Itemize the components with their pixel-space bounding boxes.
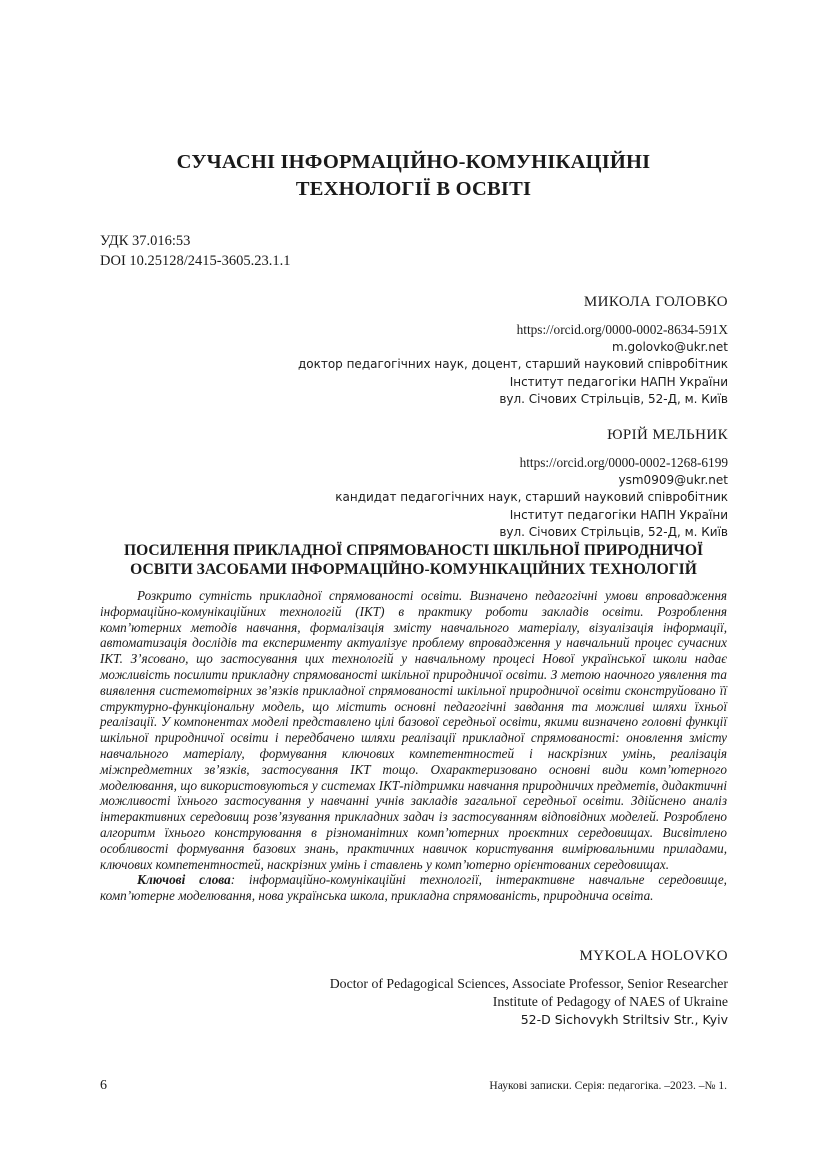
english-author-institution: Institute of Pedagogy of NAES of Ukraine [492, 994, 728, 1009]
english-author-address: 52-D Sichovykh Striltsiv Str., Kyiv [520, 1012, 728, 1027]
author-degree: кандидат педагогічних наук, старший науковий співробітник [335, 490, 728, 504]
keywords-label: Ключові слова [137, 872, 231, 888]
author-orcid: https://orcid.org/0000-0002-1268-6199 [519, 455, 728, 470]
abstract [100, 588, 727, 904]
author-institution: Інститут педагогіки НАПН України [509, 507, 728, 522]
author-name: ЮРІЙ МЕЛЬНИК [607, 427, 728, 443]
english-author-name: MYKOLA HOLOVKO [579, 948, 728, 964]
english-author-degree: Doctor of Pedagogical Sciences, Associate Professor, Senior Researcher [329, 976, 728, 991]
author-block-1 [298, 293, 728, 409]
udk-code: УДК 37.016:53 [100, 233, 191, 249]
keywords-text: : інформаційно-комунікаційні технології, інтерактивне навчальне середовище, комп’ютерне моделювання, нова українська школа, прикладна спрямованість, природнича освіта. [100, 872, 727, 904]
author-email: m.golovko@ukr.net [612, 339, 728, 354]
journal-citation: Наукові записки. Серія: педагогіка. –2023. –№ 1. [489, 1080, 727, 1092]
english-author-block [330, 947, 728, 1029]
section-title-line: ТЕХНОЛОГІЇ В ОСВІТІ [295, 178, 532, 200]
author-orcid: https://orcid.org/0000-0002-8634-591X [516, 322, 728, 337]
author-address: вул. Січових Стрільців, 52-Д, м. Київ [499, 392, 728, 406]
keywords-paragraph [100, 872, 727, 904]
abstract-text: Розкрито сутність прикладної спрямованості освіти. Визначено педагогічні умови впровадження інформаційно-комунікаційних технологій (ІКТ) в практику роботи закладів освіти. Розроблення комп’ютерних методів навчання, формалізація змісту навчального матеріалу, візуалізація інформації, автоматизація дослідів та експерименту актуалізує проблему впровадження у навчальний процес сучасних ІКТ. З’ясовано, що застосування цих технологій у навчальному процесі Нової української школи надає можливість посилити прикладну спрямованості шкільної природничої освіти. З метою наочного уявлення та виявлення системотвірних зв’язків прикладної спрямованості шкільної природничої освіти сконструйовано її структурно-функціональну модель, що містить основні педагогічні завдання та можливі шляхи їхньої реалізації. У компонентах моделі представлено цілі базової середньої освіти, якими визначено головні функції шкільної природничої освіти і передбачено шляхи реалізації прикладної спрямованості: оновлення змісту навчального матеріалу, формування ключових компетентностей і наскрізних умінь, реалізація міжпредметних зв’язків, застосування ІКТ тощо. Охарактеризовано основні види комп’ютерного моделювання, що використовуються у системах ІКТ-підтримки навчання природничих предметів, дидактичні можливості їхнього застосування у навчанні учнів закладів загальної середньої освіти. Здійснено аналіз інтерактивних середовищ розв’язування прикладних задач із застосуванням відповідних моделей. Розроблено алгоритм їхнього конструювання в різноманітних комп’ютерних проєктних середовищах. Висвітлено особливості формування базових знань, практичних навичок користування вимірювальними приладами, ключових компетентностей, наскрізних умінь і ставлень у комп’ютерно орієнтованих середовищах. [100, 588, 727, 872]
section-title [100, 149, 727, 203]
doi: DOI 10.25128/2415-3605.23.1.1 [100, 253, 291, 269]
author-institution: Інститут педагогіки НАПН України [509, 374, 728, 389]
article-title-line: ОСВІТИ ЗАСОБАМИ ІНФОРМАЦІЙНО-КОМУНІКАЦІЙНИХ ТЕХНОЛОГІЙ [130, 561, 697, 578]
author-email: ysm0909@ukr.net [618, 472, 728, 487]
page-number: 6 [100, 1078, 107, 1093]
author-address: вул. Січових Стрільців, 52-Д, м. Київ [499, 525, 728, 539]
author-degree: доктор педагогічних наук, доцент, старший науковий співробітник [297, 357, 728, 371]
article-title-line: ПОСИЛЕННЯ ПРИКЛАДНОЇ СПРЯМОВАНОСТІ ШКІЛЬНОЇ ПРИРОДНИЧОЇ [123, 542, 704, 559]
section-title-line: СУЧАСНІ ІНФОРМАЦІЙНО-КОМУНІКАЦІЙНІ [176, 151, 651, 173]
author-name: МИКОЛА ГОЛОВКО [583, 294, 728, 310]
article-identifiers [100, 231, 291, 271]
article-title [100, 541, 727, 579]
author-block-2 [335, 426, 728, 542]
